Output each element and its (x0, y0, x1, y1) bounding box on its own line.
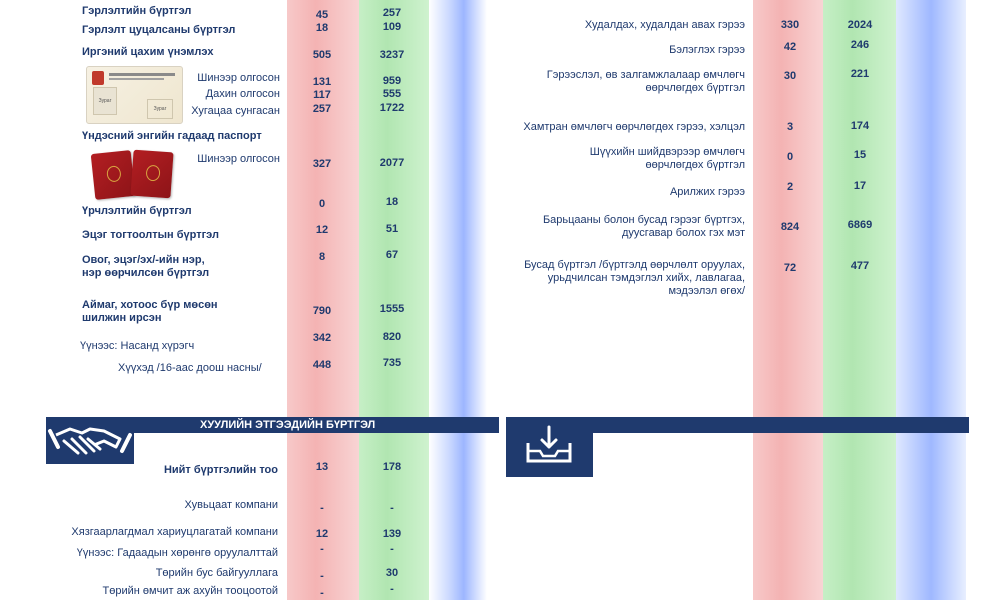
row-label-line2: өөрчлөгдөх бүртгэл (645, 159, 745, 171)
row-value-total: 6869 (847, 219, 873, 231)
column-accent-bg-right (896, 0, 966, 600)
row-label-line2: урьдчилсан тэмдэглэл хийх, лавлагаа, (547, 272, 745, 284)
row-label: Хугацаа сунгасан (191, 105, 280, 117)
handshake-icon-box (46, 417, 134, 464)
inbox-icon-box (506, 417, 593, 477)
row-value-current: 13 (315, 461, 329, 473)
row-value-total: 30 (385, 567, 399, 579)
row-value-current: 72 (783, 262, 797, 274)
row-value-total: 3237 (379, 49, 405, 61)
row-label-line2: нэр өөрчилсөн бүртгэл (82, 267, 210, 279)
row-label-line1: Гэрээслэл, өв залгамжлалаар өмчлөгч (546, 69, 745, 81)
row-label: Иргэний цахим үнэмлэх (82, 46, 214, 58)
row-value-current: - (320, 543, 324, 555)
row-value-current: 327 (312, 158, 332, 170)
row-label-line2: өөрчлөгдөх бүртгэл (645, 82, 745, 94)
row-value-current: 257 (312, 103, 332, 115)
row-value-current: 18 (315, 22, 329, 34)
handshake-icon (46, 417, 134, 464)
passport-image (130, 150, 173, 199)
row-value-current: 12 (315, 224, 329, 236)
row-value-total: 2077 (379, 157, 405, 169)
row-label-line2: шилжин ирсэн (82, 312, 162, 324)
row-label-line1: Барьцааны болон бусад гэрээг бүртгэх, (542, 214, 745, 226)
row-value-current: 3 (786, 121, 794, 133)
row-value-current: 790 (312, 305, 332, 317)
row-value-total: - (390, 543, 394, 555)
row-value-current: 8 (318, 251, 326, 263)
row-label: Үүнээс: Насанд хүрэгч (80, 340, 195, 352)
row-label: Үрчлэлтийн бүртгэл (82, 205, 192, 217)
row-value-current: 45 (315, 9, 329, 21)
row-value-current: 30 (783, 70, 797, 82)
row-value-current: - (320, 502, 324, 514)
row-value-current: 505 (312, 49, 332, 61)
row-value-total: 257 (382, 7, 402, 19)
row-value-current: 0 (318, 198, 326, 210)
passport-emblem-icon (106, 165, 122, 182)
row-label: Эцэг тогтоолтын бүртгэл (82, 229, 219, 241)
card-sign-box: Зураг (147, 99, 173, 119)
row-label: Төрийн өмчит аж ахуйн тооцоотой (102, 585, 278, 597)
row-value-total: 139 (382, 528, 402, 540)
row-value-total: 221 (850, 68, 870, 80)
row-value-total: 820 (382, 331, 402, 343)
row-label: Хязгаарлагдмал хариуцлагатай компани (71, 526, 278, 538)
row-label: Дахин олгосон (205, 88, 280, 100)
card-photo-box: Зураг (93, 87, 117, 115)
row-value-total: 17 (853, 180, 867, 192)
row-value-total: 109 (382, 21, 402, 33)
row-value-total: 1555 (379, 303, 405, 315)
row-value-current: 131 (312, 76, 332, 88)
row-value-total: 735 (382, 357, 402, 369)
row-value-current: - (320, 587, 324, 599)
row-value-total: 246 (850, 39, 870, 51)
row-label-line2: дуусгавар болох гэх мэт (622, 227, 745, 239)
row-value-current: - (320, 570, 324, 582)
row-value-current: 2 (786, 181, 794, 193)
card-header-band (109, 78, 164, 80)
row-value-total: - (390, 583, 394, 595)
card-header-band (109, 73, 175, 76)
row-label: Төрийн бус байгууллага (155, 567, 278, 579)
column-current-bg-right (753, 0, 823, 600)
row-value-total: - (390, 502, 394, 514)
row-label: Хүүхэд /16-аас доош насны/ (118, 362, 262, 374)
row-label-line1: Овог, эцэг/эх/-ийн нэр, (82, 254, 205, 266)
passport-image (91, 150, 136, 200)
row-label-line1: Аймаг, хотоос бүр мөсөн (82, 299, 218, 311)
row-value-total: 1722 (379, 102, 405, 114)
row-value-total: 959 (382, 75, 402, 87)
row-label: Хамтран өмчлөгч өөрчлөгдөх гэрээ, хэлцэл (523, 121, 745, 133)
row-label: Худалдах, худалдан авах гэрээ (584, 19, 745, 31)
legal-entity-title: ХУУЛИЙН ЭТГЭЭДИЙН БҮРТГЭЛ (200, 419, 376, 431)
row-label: Гэрлэлтийн бүртгэл (82, 5, 192, 17)
row-value-current: 12 (315, 528, 329, 540)
row-value-current: 824 (780, 221, 800, 233)
row-value-total: 477 (850, 260, 870, 272)
row-label-line1: Шүүхийн шийдвэрээр өмчлөгч (589, 146, 745, 158)
row-label: Арилжих гэрээ (669, 186, 745, 198)
row-value-total: 178 (382, 461, 402, 473)
row-label: Шинээр олгосон (197, 72, 280, 84)
row-value-current: 448 (312, 359, 332, 371)
passport-emblem-icon (146, 165, 161, 182)
id-card-image (86, 66, 183, 124)
row-value-total: 2024 (847, 19, 873, 31)
row-value-current: 42 (783, 41, 797, 53)
row-value-total: 555 (382, 88, 402, 100)
row-value-current: 117 (313, 89, 331, 101)
inbox-download-icon (506, 417, 593, 477)
row-label-line1: Бусад бүртгэл /бүртгэлд өөрчлөлт оруулах, (524, 259, 745, 271)
row-value-total: 51 (385, 223, 399, 235)
row-value-current: 342 (312, 332, 332, 344)
row-label: Шинээр олгосон (197, 153, 280, 165)
row-label: Хувьцаат компани (184, 499, 278, 511)
row-value-current: 0 (786, 151, 794, 163)
emblem-icon (92, 71, 104, 85)
row-label: Нийт бүртгэлийн тоо (163, 464, 278, 476)
row-value-total: 67 (385, 249, 399, 261)
row-value-current: 330 (780, 19, 800, 31)
row-label: Гэрлэлт цуцалсаны бүртгэл (82, 24, 236, 36)
row-label-line3: мэдээлэл өгөх/ (668, 285, 745, 297)
row-value-total: 18 (385, 196, 399, 208)
row-value-total: 174 (850, 120, 870, 132)
row-label: Бэлэглэх гэрээ (669, 44, 745, 56)
column-accent-bg-left (429, 0, 487, 600)
column-total-bg-right (823, 0, 896, 600)
row-label: Үүнээс: Гадаадын хөрөнгө оруулалттай (76, 547, 278, 559)
section-label: Үндэсний энгийн гадаад паспорт (82, 130, 262, 142)
row-value-total: 15 (853, 149, 867, 161)
